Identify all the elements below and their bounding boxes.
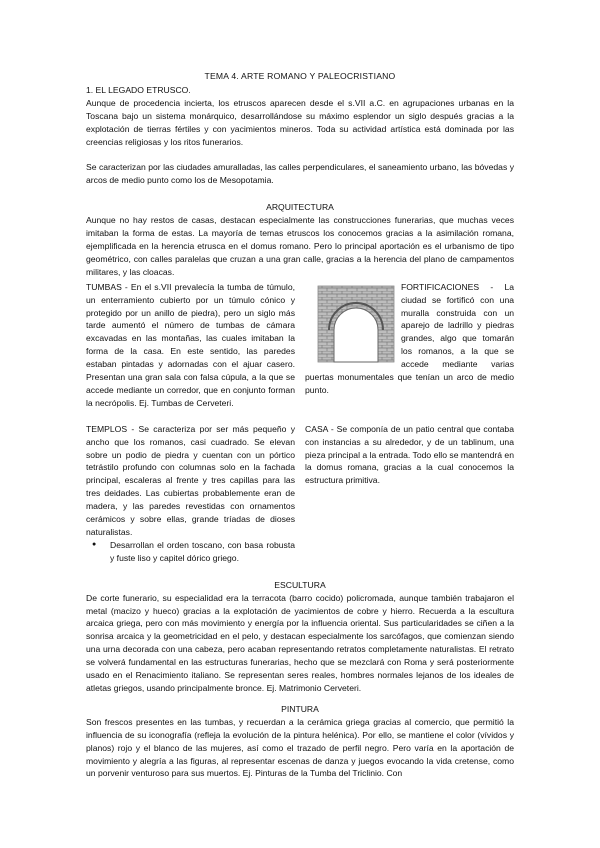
paragraph-casa: CASA - Se componía de un patio central que contaba con instancias a su alrededor, y de un tablinum, una pieza principal a la entrada. Todo ello se mantendrá en la domus romana, gracias a la cual conocemos la estructura primitiva. (305, 423, 514, 486)
spacer (86, 187, 514, 200)
paragraph-fortificaciones: FORTIFICACIONES - La ciudad se fortificó con una muralla construida con un aparejo de ladrillo y piedras grandes, algo que tomarán los romanos, a la que se accede mediante varias puertas monumentales que tenían un arco de medio punto. (305, 281, 514, 395)
paragraph-arquitectura: Aunque no hay restos de casas, destacan especialmente las construcciones funerarias, que muchas veces imitaban la forma de estas. La mayoría de temas etruscos los conocemos gracias a la asimilación romana, ejemplificada en la herencia etrusca en el domus romano. Pero lo principal aportación es el urbanismo de tipo geométrico, con calles paralelas que cruzan a una gran calle, gracias a la herencia del plano de campamentos militares, y las cloacas. (86, 215, 514, 277)
columns-row-2 (86, 423, 514, 565)
templos-bullet-list (86, 539, 295, 565)
spacer (86, 148, 514, 161)
paragraph-intro: Aunque de procedencia incierta, los etruscos aparecen desde el s.VII a.C. en agrupaciones urbanas en la Toscana bajo un sistema monárquico, desarrollándose su máximo esplendor un siglo después gracias a la explotación de tierras fértiles y con yacimientos mineros. Toda su actividad artística está dominada por las creencias religiosas y los ritos funerarios. (86, 97, 514, 147)
paragraph-pintura: Son frescos presentes en las tumbas, y recuerdan a la cerámica griega gracias al comercio, que permitió la influencia de su iconografía (refleja la evolución de la pintura helénica). Por ello, se mantiene el color (vívidos y planos) rojo y el blanco de las mujeres, así como el trazado de perfil negro. Pero varía en la aportación de movimiento y alegría a las figuras, al representar escenas de danza y juegos evocando la vida cretense, como un porvenir venturoso para sus muertos. Ej. Pinturas de la Tumba del Triclinio. Con (86, 716, 514, 779)
heading-pintura: PINTURA (281, 703, 319, 714)
section-heading-legado: 1. EL LEGADO ETRUSCO. (86, 84, 191, 95)
columns-row-1 (86, 281, 514, 410)
page-title: TEMA 4. ARTE ROMANO Y PALEOCRISTIANO (204, 71, 396, 81)
list-item: ● Desarrollan el orden toscano, con basa robusta y fuste liso y capitel dórico griego. (110, 539, 295, 565)
document-page (86, 70, 514, 780)
spacer (86, 695, 514, 703)
heading-escultura: ESCULTURA (274, 579, 326, 590)
spacer (86, 565, 514, 579)
paragraph-escultura: De corte funerario, su especialidad era la terracota (barro cocido) policromada, aunque también trabajaron el metal (macizo y hueco) gracias a la explotación de yacimientos de cobre y hierro. Recuerda a la escultura arcaica griega, pero con más movimiento y energía por la influencia oriental. Sus particularidades se ciñen a la sonrisa arcaica y la geometricidad en el pelo, y destacan especialmente los sarcófagos, que comienzan siendo una urna decorada con una cabeza, pero acaban representando retratos completamente naturalistas. El retrato se volverá fundamental en las estructuras funerarias, hecho que se mezclará con Roma y será posteriormente usado en el Renacimiento italiano. Se representan seres reales, hombres normales lejanos de los ideales de atletas griegos, usando principalmente bronce. Ej. Matrimonio Cerveteri. (86, 592, 514, 693)
paragraph-templos: TEMPLOS - Se caracteriza por ser más pequeño y ancho que los romanos, casi cuadrado. Se elevan sobre un podio de piedra y cuentan con un pórtico tetrástilo profundo con columnas solo en la fachada principal, escaleras al frente y tres capillas para las tres deidades. Las cubiertas probablemente eran de madera, y las paredes revestidas con ornamentos cerámicos y sobre ellas, grande tríadas de dioses naturalistas. (86, 423, 295, 537)
paragraph-cities: Se caracterizan por las ciudades amuralladas, las calles perpendiculares, el saneamiento urbano, las bóvedas y arcos de medio punto como los de Mesopotamia. (86, 162, 514, 186)
arch-icon (317, 285, 395, 363)
paragraph-tumbas: TUMBAS - En el s.VII prevalecía la tumba de túmulo, un enterramiento cubierto por un túmulo cónico y protegido por un anillo de piedra), pero un siglo más tarde aumentó el número de tumbas de cámara excavadas en las montañas, las cuales imitaban la forma de la casa. En este sentido, las paredes estaban pintadas y adornadas con el ajuar casero. Presentan una gran sala con falsa cúpula, a la que se accede mediante un corredor, que en conjunto forman la necrópolis. Ej. Tumbas de Cerveteri. (86, 281, 295, 408)
heading-arquitectura: ARQUITECTURA (266, 202, 334, 213)
